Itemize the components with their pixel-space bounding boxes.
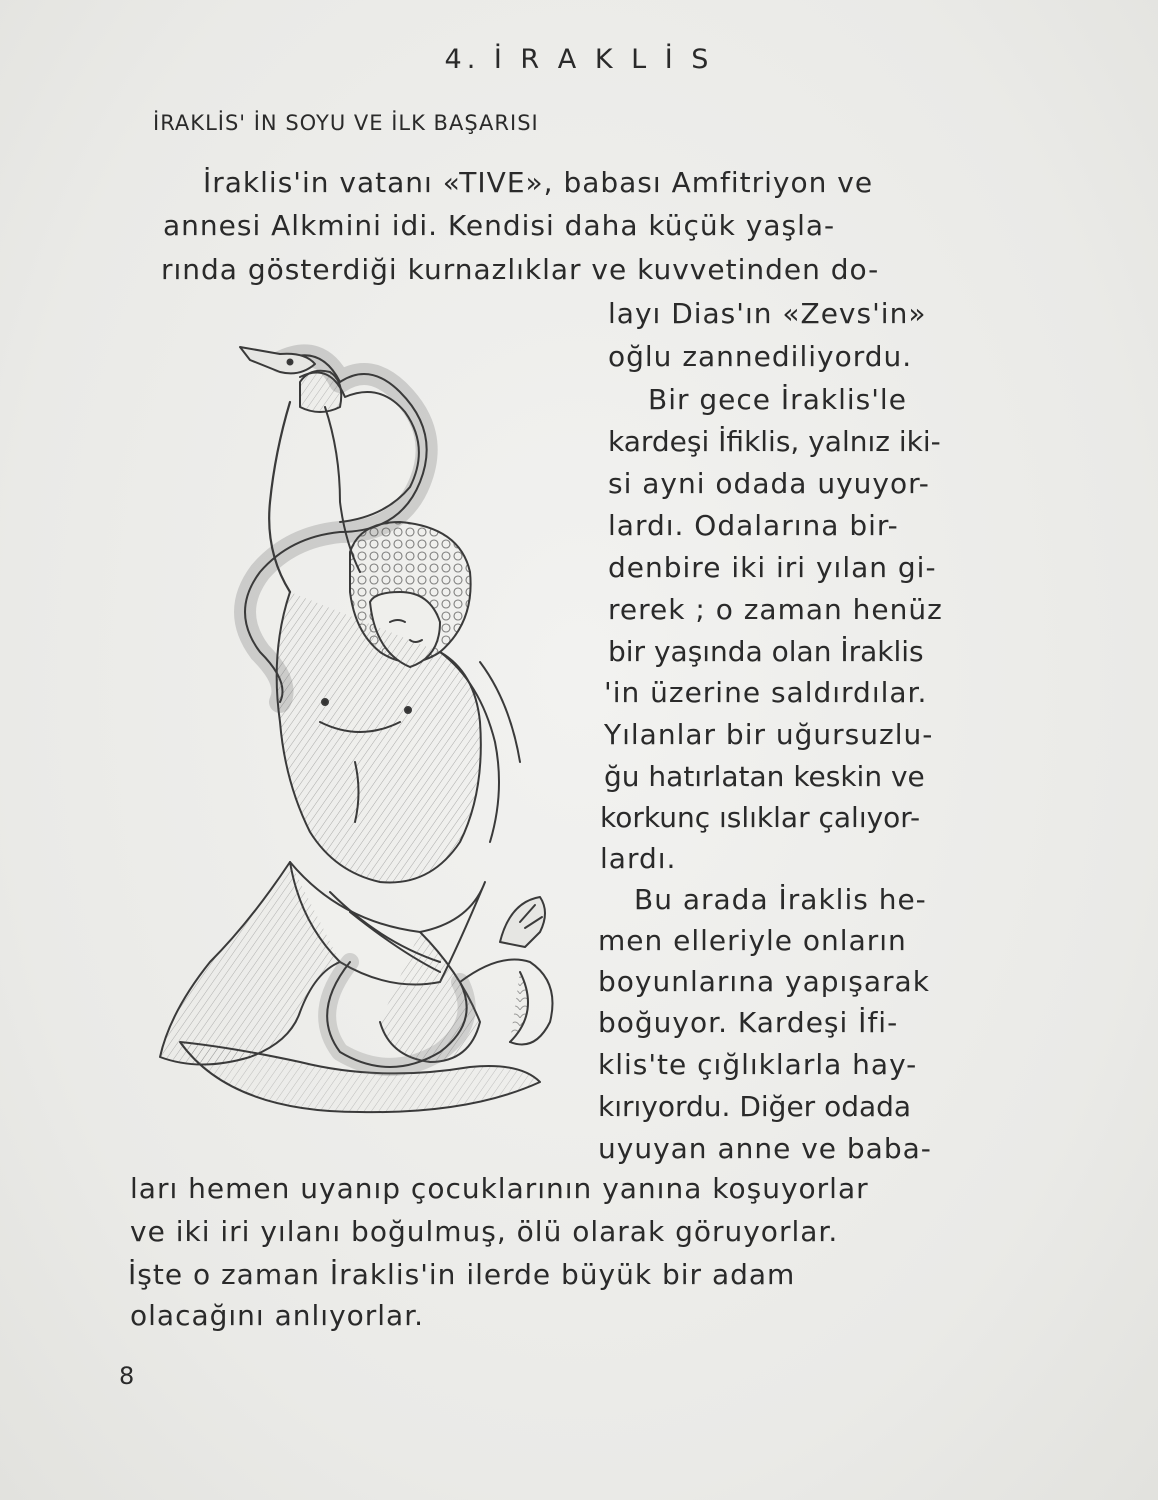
text-line: boyunlarına yapışarak <box>598 965 930 998</box>
text-line: olacağını anlıyorlar. <box>130 1299 425 1332</box>
text-line: 'in üzerine saldırdılar. <box>604 676 928 709</box>
text-line: korkunç ıslıklar çalıyor- <box>600 801 921 834</box>
text-line: uyuyan anne ve baba- <box>598 1132 932 1165</box>
text-line: ve iki iri yılanı boğulmuş, ölü olarak göruyorlar. <box>130 1215 839 1248</box>
page-number: 8 <box>119 1362 135 1390</box>
text-line: rerek ; o zaman henüz <box>608 593 943 626</box>
text-line: Bir gece İraklis'le <box>648 383 907 416</box>
text-line: lardı. Odalarına bir- <box>608 509 899 542</box>
text-line: annesi Alkmini idi. Kendisi daha küçük yaşla- <box>163 209 836 242</box>
chapter-title: 4. İ R A K L İ S <box>444 44 714 75</box>
text-line: lardı. <box>600 842 677 875</box>
text-line: Yılanlar bir uğursuzlu- <box>604 718 934 751</box>
text-line: oğlu zannediliyordu. <box>608 340 913 373</box>
text-line: rında gösterdiği kurnazlıklar ve kuvvetinden do- <box>161 253 880 286</box>
text-line: kardeşi İfiklis, yalnız iki- <box>608 425 941 458</box>
text-line: ğu hatırlatan keskin ve <box>604 760 925 793</box>
text-line: ları hemen uyanıp çocuklarının yanına koşuyorlar <box>130 1172 869 1205</box>
text-line: men elleriyle onların <box>598 924 907 957</box>
text-line: layı Dias'ın «Zevs'in» <box>608 297 927 330</box>
text-line: Bu arada İraklis he- <box>634 883 927 916</box>
text-line: bir yaşında olan İraklis <box>608 635 924 668</box>
text-line: kırıyordu. Diğer odada <box>598 1090 912 1123</box>
text-line: denbire iki iri yılan gi- <box>608 551 937 584</box>
text-line: klis'te çığlıklarla hay- <box>598 1048 918 1081</box>
section-title: İRAKLİS' İN SOYU VE İLK BAŞARISI <box>153 111 539 135</box>
heracles-serpents-illustration <box>140 322 590 1122</box>
text-line: boğuyor. Kardeşi İfi- <box>598 1006 899 1039</box>
text-line: si ayni odada uyuyor- <box>608 467 930 500</box>
text-line: İraklis'in vatanı «TIVE», babası Amfitriyon ve <box>203 166 874 199</box>
text-line: İşte o zaman İraklis'in ilerde büyük bir adam <box>128 1258 796 1291</box>
